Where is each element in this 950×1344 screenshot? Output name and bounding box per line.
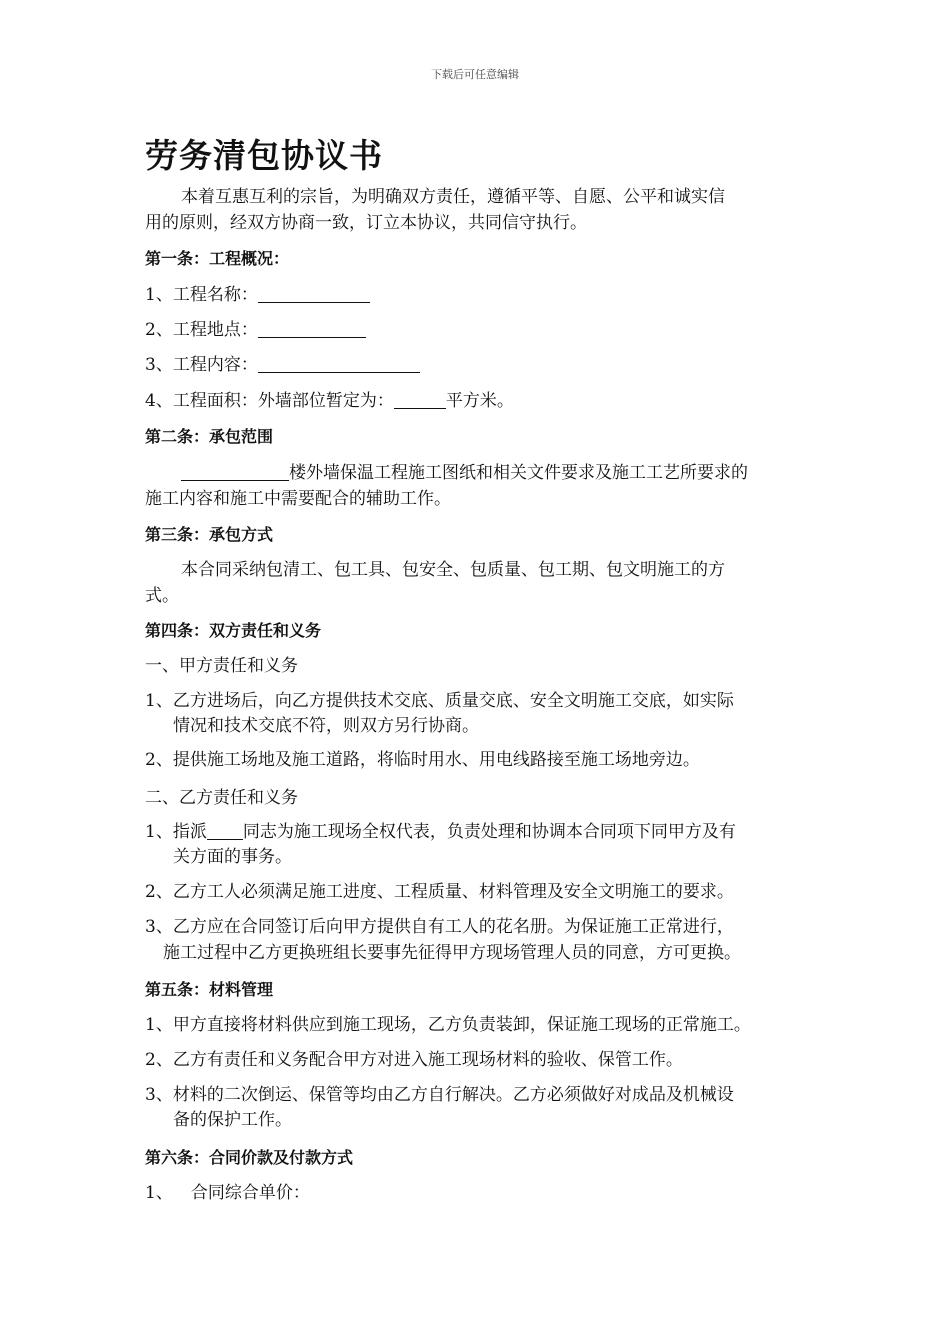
material-item-3-line-1: 3、材料的二次倒运、保管等均由乙方自行解决。乙方必须做好对成品及机械设 bbox=[145, 1085, 734, 1105]
project-area-label: 4、工程面积：外墙部位暂定为： bbox=[145, 391, 394, 411]
method-line-2: 式。 bbox=[145, 586, 179, 606]
document-title: 劳务清包协议书 bbox=[145, 136, 383, 175]
intro-line-2: 用的原则，经双方协商一致，订立本协议，共同信守执行。 bbox=[145, 213, 587, 233]
material-item-3-line-2: 备的保护工作。 bbox=[173, 1110, 292, 1130]
party-b-item-2: 2、乙方工人必须满足施工进度、工程质量、材料管理及安全文明施工的要求。 bbox=[145, 882, 734, 902]
intro-line-1: 本着互惠互利的宗旨，为明确双方责任，遵循平等、自愿、公平和诚实信 bbox=[181, 187, 725, 207]
price-item-1-text: 合同综合单价： bbox=[190, 1183, 310, 1203]
project-content-label: 3、工程内容： bbox=[145, 355, 258, 375]
project-name-label: 1、工程名称： bbox=[145, 285, 258, 305]
party-b-item-1-line-1 bbox=[145, 819, 736, 845]
party-b-item-1-pre: 1、指派 bbox=[145, 822, 207, 842]
article-4-heading: 第四条：双方责任和义务 bbox=[145, 621, 322, 640]
party-a-item-2: 2、提供施工场地及施工道路，将临时用水、用电线路接至施工场地旁边。 bbox=[145, 750, 700, 770]
project-location-blank bbox=[258, 319, 366, 338]
page-header: 下载后可任意编辑 bbox=[431, 68, 519, 81]
project-area-item bbox=[145, 388, 514, 414]
project-content-blank bbox=[258, 354, 420, 373]
material-item-1: 1、甲方直接将材料供应到施工现场，乙方负责装卸，保证施工现场的正常施工。 bbox=[145, 1015, 751, 1035]
party-b-item-1-post: 同志为施工现场全权代表，负责处理和协调本合同项下同甲方及有 bbox=[242, 822, 736, 842]
party-a-heading: 一、甲方责任和义务 bbox=[145, 656, 298, 676]
article-2-heading: 第二条：承包范围 bbox=[145, 427, 274, 446]
project-area-unit: 平方米。 bbox=[445, 391, 514, 411]
price-item-1-number: 1、 bbox=[145, 1183, 173, 1203]
project-name-item bbox=[145, 282, 370, 308]
scope-text: 楼外墙保温工程施工图纸和相关文件要求及施工工艺所要求的 bbox=[289, 463, 748, 483]
party-b-item-1-line-2: 关方面的事务。 bbox=[173, 847, 292, 867]
material-item-2: 2、乙方有责任和义务配合甲方对进入施工现场材料的验收、保管工作。 bbox=[145, 1050, 683, 1070]
party-b-item-3-line-2: 施工过程中乙方更换班组长要事先征得甲方现场管理人员的同意，方可更换。 bbox=[163, 943, 741, 963]
building-blank bbox=[181, 462, 289, 481]
party-a-item-1-line-2: 情况和技术交底不符，则双方另行协商。 bbox=[173, 716, 479, 736]
article-6-heading: 第六条：合同价款及付款方式 bbox=[145, 1148, 354, 1167]
article-5-heading: 第五条：材料管理 bbox=[145, 980, 274, 999]
representative-blank bbox=[207, 821, 243, 840]
project-content-item bbox=[145, 352, 420, 378]
price-item-1 bbox=[145, 1180, 310, 1206]
article-3-heading: 第三条：承包方式 bbox=[145, 525, 274, 544]
party-b-item-3-line-1: 3、乙方应在合同签订后向甲方提供自有工人的花名册。为保证施工正常进行， bbox=[145, 917, 734, 937]
party-b-heading: 二、乙方责任和义务 bbox=[145, 788, 298, 808]
scope-line-1 bbox=[181, 460, 748, 486]
project-area-blank bbox=[394, 390, 446, 409]
article-1-heading: 第一条：工程概况： bbox=[145, 249, 290, 268]
party-a-item-1-line-1: 1、乙方进场后，向乙方提供技术交底、质量交底、安全文明施工交底，如实际 bbox=[145, 691, 734, 711]
method-line-1: 本合同采纳包清工、包工具、包安全、包质量、包工期、包文明施工的方 bbox=[181, 560, 725, 580]
project-location-label: 2、工程地点： bbox=[145, 320, 258, 340]
project-name-blank bbox=[258, 284, 370, 303]
project-location-item bbox=[145, 317, 366, 343]
scope-line-2: 施工内容和施工中需要配合的辅助工作。 bbox=[145, 489, 451, 509]
